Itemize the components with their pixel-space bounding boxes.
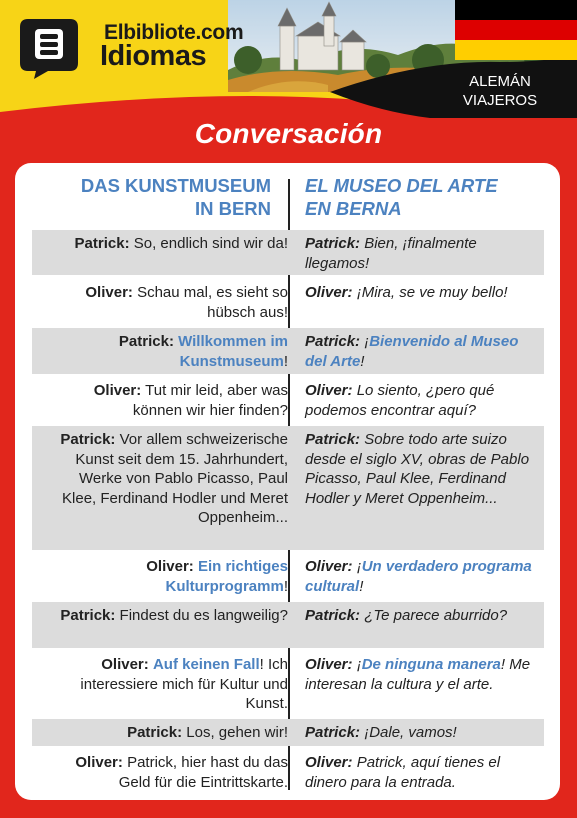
german-flag (455, 0, 577, 60)
spanish-line: Patrick: ¡Bienvenido al Museo del Arte! (305, 333, 519, 370)
german-line: Patrick: Vor allem schweizerische Kunst seit dem 15. Jahrhundert, Werke von Pablo Picasso, Paul Klee, Ferdinand Hodler und Meret Oppenheim... (60, 431, 288, 526)
brand-name: Idiomas (100, 40, 207, 72)
table-row (32, 719, 544, 746)
spanish-line: Oliver: Patrick, aquí tienes el dinero para la entrada. (305, 754, 501, 791)
german-line: Patrick: Los, gehen wir! (127, 724, 288, 741)
level-language: ALEMÁN (469, 73, 531, 90)
table-row (32, 328, 544, 374)
table-row (32, 279, 544, 325)
brand-site: Elbibliote.com (104, 21, 244, 44)
spanish-line: Oliver: Lo siento, ¿pero qué podemos encontrar aquí? (305, 382, 495, 419)
spanish-line: Patrick: ¿Te parece aburrido? (305, 607, 508, 624)
table-row (32, 553, 544, 599)
table-row (32, 602, 544, 648)
table-row (32, 377, 544, 423)
german-line: Patrick: Willkommen im Kunstmuseum! (118, 333, 288, 370)
spanish-line: Patrick: Sobre todo arte suizo desde el siglo XV, obras de Pablo Picasso, Paul Klee, Ferdinand Hodler y Meret Oppenheim... (305, 431, 530, 507)
level-audience: VIAJEROS (462, 92, 538, 109)
german-line: Patrick: So, endlich sind wir da! (74, 235, 288, 252)
conversation-card (15, 163, 560, 800)
header-spanish: EL MUSEO DEL ARTE EN BERNA (305, 175, 498, 219)
spanish-line: Patrick: ¡Dale, vamos! (305, 724, 457, 741)
spanish-line: Patrick: Bien, ¡finalmente llegamos! (305, 235, 477, 272)
german-line: Oliver: Tut mir leid, aber was können wir hier finden? (93, 382, 288, 419)
section-title: Conversación (194, 118, 383, 149)
german-line: Oliver: Auf keinen Fall! Ich interessiere mich für Kultur und Kunst. (80, 656, 288, 712)
table-row (32, 230, 544, 275)
spanish-line: Oliver: ¡Un verdadero programa cultural! (305, 558, 532, 595)
chat-bubble-book-icon (18, 15, 80, 81)
spanish-line: Oliver: ¡Mira, se ve muy bello! (305, 284, 508, 301)
table-row (32, 426, 544, 550)
spanish-line: Oliver: ¡De ninguna manera! Me interesan la cultura y el arte. (305, 656, 531, 693)
german-line: Patrick: Findest du es langweilig? (60, 607, 288, 624)
german-line: Oliver: Patrick, hier hast du das Geld für die Eintrittskarte. (75, 754, 288, 791)
german-line: Oliver: Ein richtiges Kulturprogramm! (146, 558, 288, 595)
level-label (450, 72, 550, 110)
german-line: Oliver: Schau mal, es sieht so hübsch aus! (85, 284, 288, 321)
header-german: DAS KUNSTMUSEUM IN BERN (80, 175, 271, 219)
table-row (32, 651, 544, 715)
table-row (32, 749, 544, 795)
